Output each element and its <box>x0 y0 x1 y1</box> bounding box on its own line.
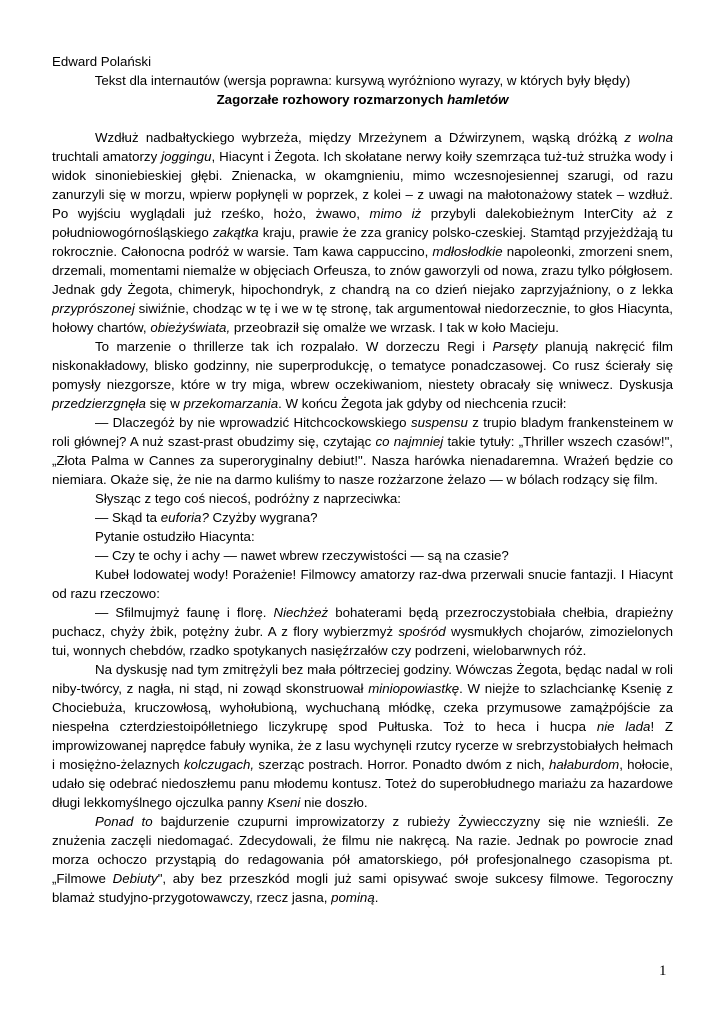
text-run: , Hiacynt i Żegota. Ich skołatane nerwy koiły szemrząca tuż-tuż strużka wody i widok sinoniebieskiej głębi. Znienacka, w okamgnieniu, mimo wczesnojesiennej szarugi, od razu zanurzyli się w morzu, wpierw popłynęli w poprzek, z kolei – z uwagi na małotonażowy statek – wzdłuż. Po wyjściu wyglądali już rześko, hożo, żwawo, <box>52 149 673 221</box>
text-run: Wzdłuż nadbałtyckiego wybrzeża, między Mrzeżynem a Dźwirzynem, wąską dróżką <box>95 130 625 145</box>
paragraph <box>52 489 673 508</box>
italic-word: Kseni <box>267 795 301 810</box>
italic-word: nie lada <box>596 719 651 734</box>
text-run: siwiźnie, chodząc w tę i we w tę stronę, tak argumentował niedorzecznie, to głos Hiacynta, hołowy chartów, <box>52 301 673 335</box>
text-run: — Skąd ta <box>95 510 161 525</box>
italic-word: suspensu <box>410 415 468 430</box>
text-run: . <box>374 890 379 905</box>
text-run: ", aby bez przeszkód mogli już sami opisywać swoje sukcesy filmowe. Tegoroczny blamaż studyjno-przygotowawczy, rzecz jasna, <box>52 871 673 905</box>
italic-word: przekomarzania <box>183 396 279 411</box>
text-run: ! Z improwizowanej naprędce fabuły wynika, że z lasu wychynęli rzutcy rycerze w srebrzystobiałych hełmach i mosiężno-żelaznych <box>52 719 674 772</box>
italic-word: euforia? <box>160 510 209 525</box>
text-run: Słysząc z tego coś niecoś, podróżny z naprzeciwka: <box>95 491 401 506</box>
paragraph <box>52 508 673 527</box>
italic-word: Debiuty <box>112 871 158 886</box>
italic-word: przyprószonej <box>52 301 135 316</box>
text-run: bajdurzenie czupurni improwizatorzy z rubieży Żywiecczyzny się nie wznieśli. Ze znużenia zaczęli niedomagać. Zdecydowali, że filmu nie nakręcą. Na razie. Jednak po powrocie znad morza ochoczo przystąpią do redagowania pół amatorskiego, pół profesjonalnego czasopisma pt. „Filmowe <box>52 814 673 886</box>
document-page <box>52 52 673 907</box>
text-run: przybyli dalekobieżnym InterCity aż z południowogórnośląskiego <box>52 206 673 240</box>
text-run: planują nakręcić film niskonakładowy, blisko godzinny, nie superprodukcję, o tematyce ponadczasowej. Co rusz ścierały się pomysły niezgorsze, które w try miga, wbrew oczekiwaniom, niestety obracały się wniwecz. Dyskusja <box>52 339 673 392</box>
italic-word: przedzierzgnęła <box>52 396 146 411</box>
italic-word: co najmniej <box>375 434 444 449</box>
text-run: — Dlaczegóż by nie wprowadzić Hitchcockowskiego <box>95 415 411 430</box>
document-title <box>52 90 673 109</box>
italic-word: z wolna <box>624 130 673 145</box>
paragraph <box>52 660 673 812</box>
text-run: bohaterami będą przezroczystobiała chełbia, drapieżny puchacz, chyży żbik, potężny żubr. A z flory wybierzmyż <box>52 605 673 639</box>
italic-word: Niechżeż <box>273 605 329 620</box>
italic-word: miniopowiastkę <box>368 681 460 696</box>
text-run: — Sfilmujmyż faunę i florę. <box>95 605 274 620</box>
text-run: Pytanie ostudziło Hiacynta: <box>95 529 255 544</box>
paragraph <box>52 565 673 603</box>
document-subtitle: Tekst dla internautów (wersja poprawna: kursywą wyróżniono wyrazy, w których były błędy) <box>94 73 631 88</box>
text-run: — Czy te ochy i achy — nawet wbrew rzeczywistości — są na czasie? <box>95 548 509 563</box>
text-run: z trupio bladym frankensteinem w roli głównej? A nuż szast-prast obudzimy się, czytając <box>52 415 673 449</box>
text-run: napoleonki, zmorzeni snem, drzemali, momentami niemalże w objęciach Orfeusza, to znów gaworzyli od nowa, zrazu tylko półgłosem. Jednak gdy Żegota, chimeryk, hipochondryk, z chandrą na co dzień niejako zaprzyjaźniony, o z lekka <box>52 244 673 297</box>
text-run: . W niejże to szlachciankę Ksenię z Chociebuża, kruczowłosą, wyhołubioną, wychuchaną młódkę, czeka przymusowe zamążpójście za niespełna czterdziestoipółletniego liczykrupę spod Pułtuska. Toż to heca i hucpa <box>52 681 673 734</box>
italic-word: joggingu <box>161 149 212 164</box>
text-run: przeobraził się omalże we wrzask. I tak w koło Macieju. <box>230 320 559 335</box>
paragraph <box>52 603 673 660</box>
page-number: 1 <box>659 963 667 979</box>
italic-word: Parsęty <box>492 339 538 354</box>
text-run: truchtali amatorzy <box>52 149 162 164</box>
italic-word: Ponad to <box>95 814 153 829</box>
text-run: nie doszło. <box>300 795 368 810</box>
text-run: wysmukłych chojarów, zimozielonych tui, wonnych chebdów, rzadko spotykanych nasięźrzałów czy podrzeni, wielobarwnych róż. <box>52 624 673 658</box>
text-run: To marzenie o thrillerze tak ich rozpalało. W dorzeczu Regi i <box>95 339 493 354</box>
italic-word: zakątka <box>212 225 259 240</box>
italic-word: mdłosłodkie <box>432 244 503 259</box>
paragraph <box>52 413 673 489</box>
paragraph <box>52 812 673 907</box>
italic-word: kolczugach, <box>183 757 255 772</box>
italic-word: mimo iż <box>369 206 422 221</box>
italic-word: hałaburdom <box>548 757 620 772</box>
text-run: Na dyskusję nad tym zmitrężyli bez mała półtrzeciej godziny. Wówczas Żegota, będąc nadal w roli niby-twórcy, z nagła, ni stąd, ni zowąd skonstruował <box>52 662 673 696</box>
author-name: Edward Polański <box>52 54 152 69</box>
text-run: się w <box>145 396 184 411</box>
italic-word: hamletów <box>447 92 509 107</box>
text-run: Zagorzałe rozhowory rozmarzonych <box>216 92 448 107</box>
document-body <box>52 128 673 907</box>
text-run: Czyżby wygrana? <box>208 510 318 525</box>
text-run: , hołocie, udało się odebrać niedoszłemu panu młodemu kontusz. Toteż do superobłudnego mariażu za hazardowe długi lekkomyślnego ojczulka panny <box>52 757 673 810</box>
paragraph <box>52 527 673 546</box>
text-run: szerząc postrach. Horror. Ponadto dwóm z nich, <box>254 757 549 772</box>
text-run: Kubeł lodowatej wody! Porażenie! Filmowcy amatorzy raz-dwa przerwali snucie fantazji. I Hiacynt od razu rzeczowo: <box>52 567 673 601</box>
paragraph <box>52 337 673 413</box>
spacer <box>52 109 673 128</box>
text-run: kraju, prawie że zza granicy polsko-czeskiej. Stamtąd przyjeżdżają tu rokrocznie. Całonocna podróż w warsie. Tam kawa cappuccino, <box>52 225 673 259</box>
text-run: . W końcu Żegota jak gdyby od niechcenia rzucił: <box>278 396 567 411</box>
italic-word: obieżyświata, <box>150 320 231 335</box>
italic-word: spośród <box>398 624 446 639</box>
paragraph <box>52 546 673 565</box>
paragraph <box>52 128 673 337</box>
italic-word: pominą <box>331 890 375 905</box>
text-run: takie tytuły: „Thriller wszech czasów!", „Złota Palma w Cannes za superoryginalny debiut!". Nasza harówka nienadaremna. Wrażeń będzie co niemiara. Okaże się, że nie na darmo kuliśmy to nasze rozżarzone żelazo — w bólach rodzący się film. <box>52 434 673 487</box>
